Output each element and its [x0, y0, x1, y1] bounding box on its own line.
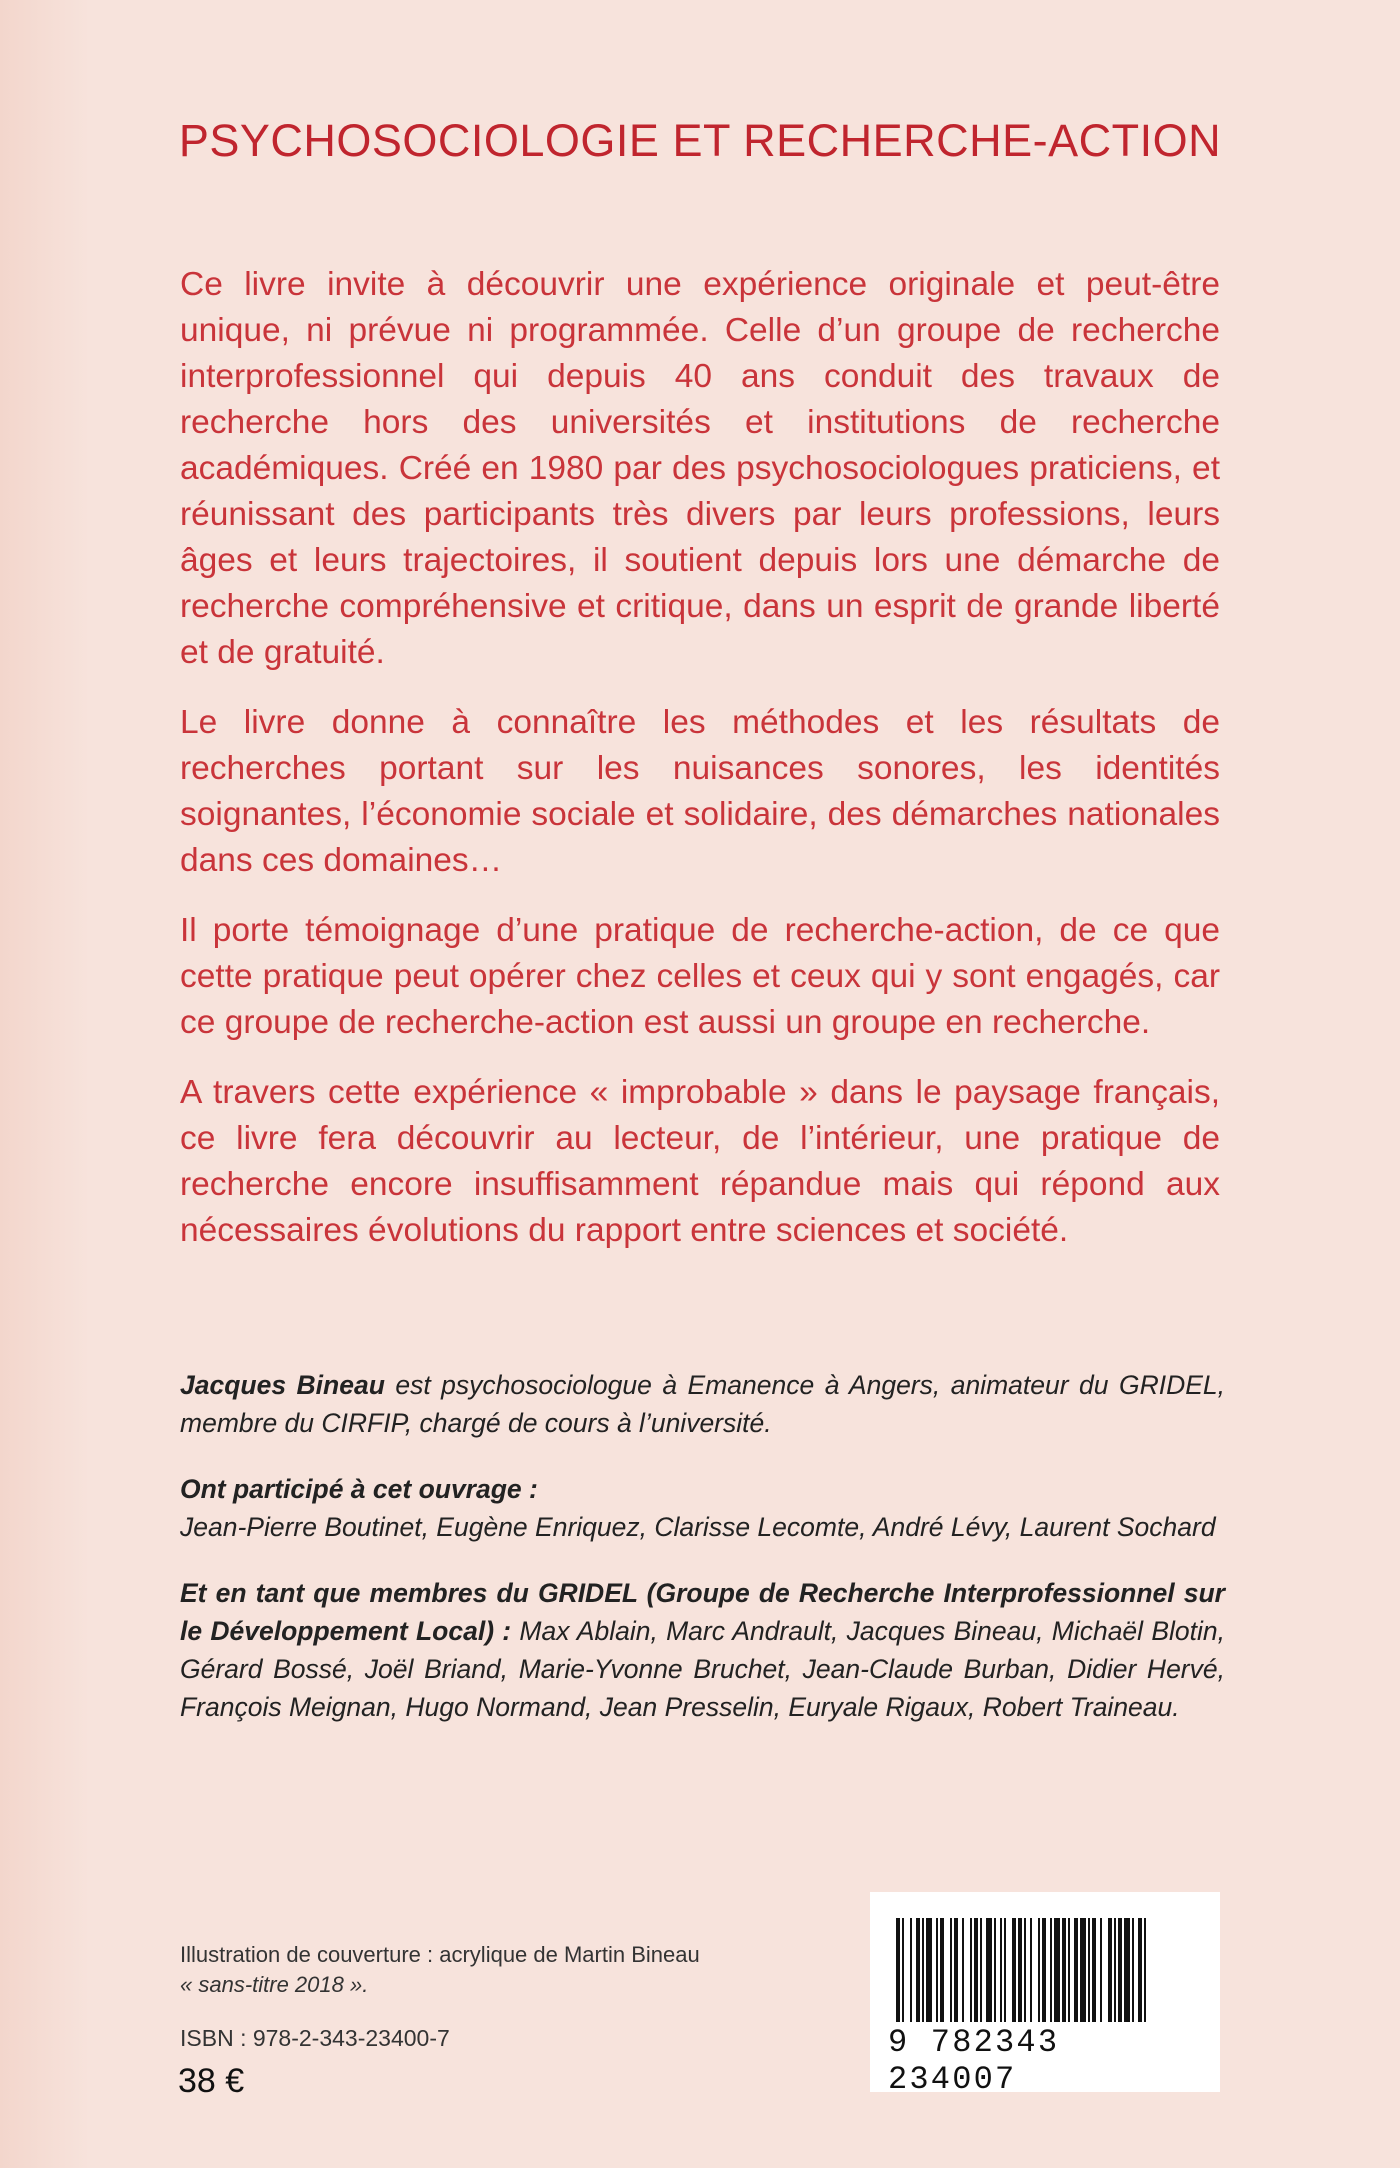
barcode-bar	[1132, 1918, 1134, 2022]
barcode-digits: 9 782343 234007	[888, 2024, 1060, 2098]
barcode-bar	[1108, 1918, 1112, 2022]
barcode-bar	[1074, 1918, 1078, 2022]
book-title: PSYCHOSOCIOLOGIE ET RECHERCHE-ACTION	[178, 115, 1222, 166]
barcode-bar	[994, 1918, 996, 2022]
illustration-credit-line: Illustration de couverture : acrylique de Martin Bineau	[180, 1942, 700, 1967]
barcode-bar	[1100, 1918, 1102, 2022]
barcode-bar	[1092, 1918, 1096, 2022]
members-names: Max Ablain, Marc Andrault, Jacques Bineau, Michaël Blotin, Gérard Bossé, Joël Briand, Marie-Yvonne Bruchet, Jean-Claude Burban, Didier Hervé, François Meignan, Hugo Normand, Jean Presselin, Euryale Rigaux, Robert Traineau.	[180, 1616, 1225, 1722]
barcode-bar	[1062, 1918, 1066, 2022]
contributors-label: Ont participé à cet ouvrage :	[180, 1474, 538, 1504]
barcode-bar	[926, 1918, 932, 2022]
contributors-names: Jean-Pierre Boutinet, Eugène Enriquez, Clarisse Lecomte, André Lévy, Laurent Sochard	[180, 1512, 1216, 1542]
barcode-bar	[986, 1918, 992, 2022]
barcode-bar	[954, 1918, 958, 2022]
illustration-title: « sans-titre 2018 ».	[180, 1972, 369, 1997]
gridel-members	[180, 1574, 1225, 1726]
barcode-bar	[1018, 1918, 1022, 2022]
barcode-bar	[940, 1918, 944, 2022]
contributors	[180, 1470, 1225, 1546]
author-name: Jacques Bineau	[180, 1370, 385, 1400]
barcode-bar	[916, 1918, 920, 2022]
barcode-bar	[1012, 1918, 1016, 2022]
barcode-bar	[1004, 1918, 1006, 2022]
barcode-bar	[1030, 1918, 1032, 2022]
barcode-bar	[922, 1918, 924, 2022]
summary-text	[180, 262, 1220, 1278]
barcode-bar	[1068, 1918, 1070, 2022]
barcode-bar	[974, 1918, 978, 2022]
barcode-bar	[970, 1918, 972, 2022]
summary-paragraph-4: A travers cette expérience « improbable » dans le paysage français, ce livre fera découvrir au lecteur, de l’intérieur, une pratique de recherche encore insuffisamment répandue mais qui répond aux nécessaires évolutions du rapport entre sciences et société.	[180, 1074, 1220, 1249]
price: 38 €	[178, 2062, 245, 2100]
author-description: est psychosociologue à Emanence à Angers, animateur du GRIDEL, membre du CIRFIP, chargé de cours à l’université.	[180, 1370, 1225, 1438]
barcode-bar	[1000, 1918, 1002, 2022]
barcode-bar	[936, 1918, 938, 2022]
barcode	[870, 1892, 1220, 2098]
summary-paragraph-3: Il porte témoignage d’une pratique de recherche-action, de ce que cette pratique peut opérer chez celles et ceux qui y sont engagés, car ce groupe de recherche-action est aussi un groupe en recherche.	[180, 912, 1220, 1041]
barcode-bar	[1042, 1918, 1046, 2022]
barcode-bar	[1124, 1918, 1130, 2022]
members-label: Et en tant que membres du GRIDEL (Groupe de Recherche Interprofessionnel sur le Développement Local) :	[180, 1578, 1225, 1646]
barcode-bar	[1024, 1918, 1026, 2022]
barcode-bar	[980, 1918, 982, 2022]
isbn: ISBN : 978-2-343-23400-7	[180, 2025, 450, 2051]
credits	[180, 1366, 1225, 1754]
author-bio	[180, 1366, 1225, 1442]
barcode-bar	[1144, 1918, 1146, 2022]
barcode-bar	[910, 1918, 912, 2022]
barcode-bar	[950, 1918, 952, 2022]
barcode-bar	[896, 1918, 900, 2022]
summary-paragraph-1: Ce livre invite à découvrir une expérience originale et peut-être unique, ni prévue ni programmée. Celle d’un groupe de recherche interprofessionnel qui depuis 40 ans conduit des travaux de recherche hors des universités et institutions de recherche académiques. Créé en 1980 par des psychosociologues praticiens, et réunissant des participants très divers par leurs professions, leurs âges et leurs trajectoires, il soutient depuis lors une démarche de recherche compréhensive et critique, dans un esprit de grande liberté et de gratuité.	[180, 266, 1220, 671]
barcode-bars	[892, 1918, 1200, 2022]
barcode-bar	[902, 1918, 904, 2022]
barcode-bar	[1118, 1918, 1122, 2022]
barcode-bar	[1050, 1918, 1052, 2022]
barcode-bar	[1114, 1918, 1116, 2022]
barcode-bar	[1080, 1918, 1086, 2022]
illustration-credit	[180, 1940, 740, 2000]
barcode-bar	[962, 1918, 964, 2022]
barcode-bar	[1054, 1918, 1060, 2022]
summary-paragraph-2: Le livre donne à connaître les méthodes et les résultats de recherches portant sur les nuisances sonores, les identités soignantes, l’économie sociale et solidaire, des démarches nationales dans ces domaines…	[180, 704, 1220, 879]
barcode-bar	[1038, 1918, 1040, 2022]
barcode-bar	[1138, 1918, 1142, 2022]
barcode-bar	[1088, 1918, 1090, 2022]
